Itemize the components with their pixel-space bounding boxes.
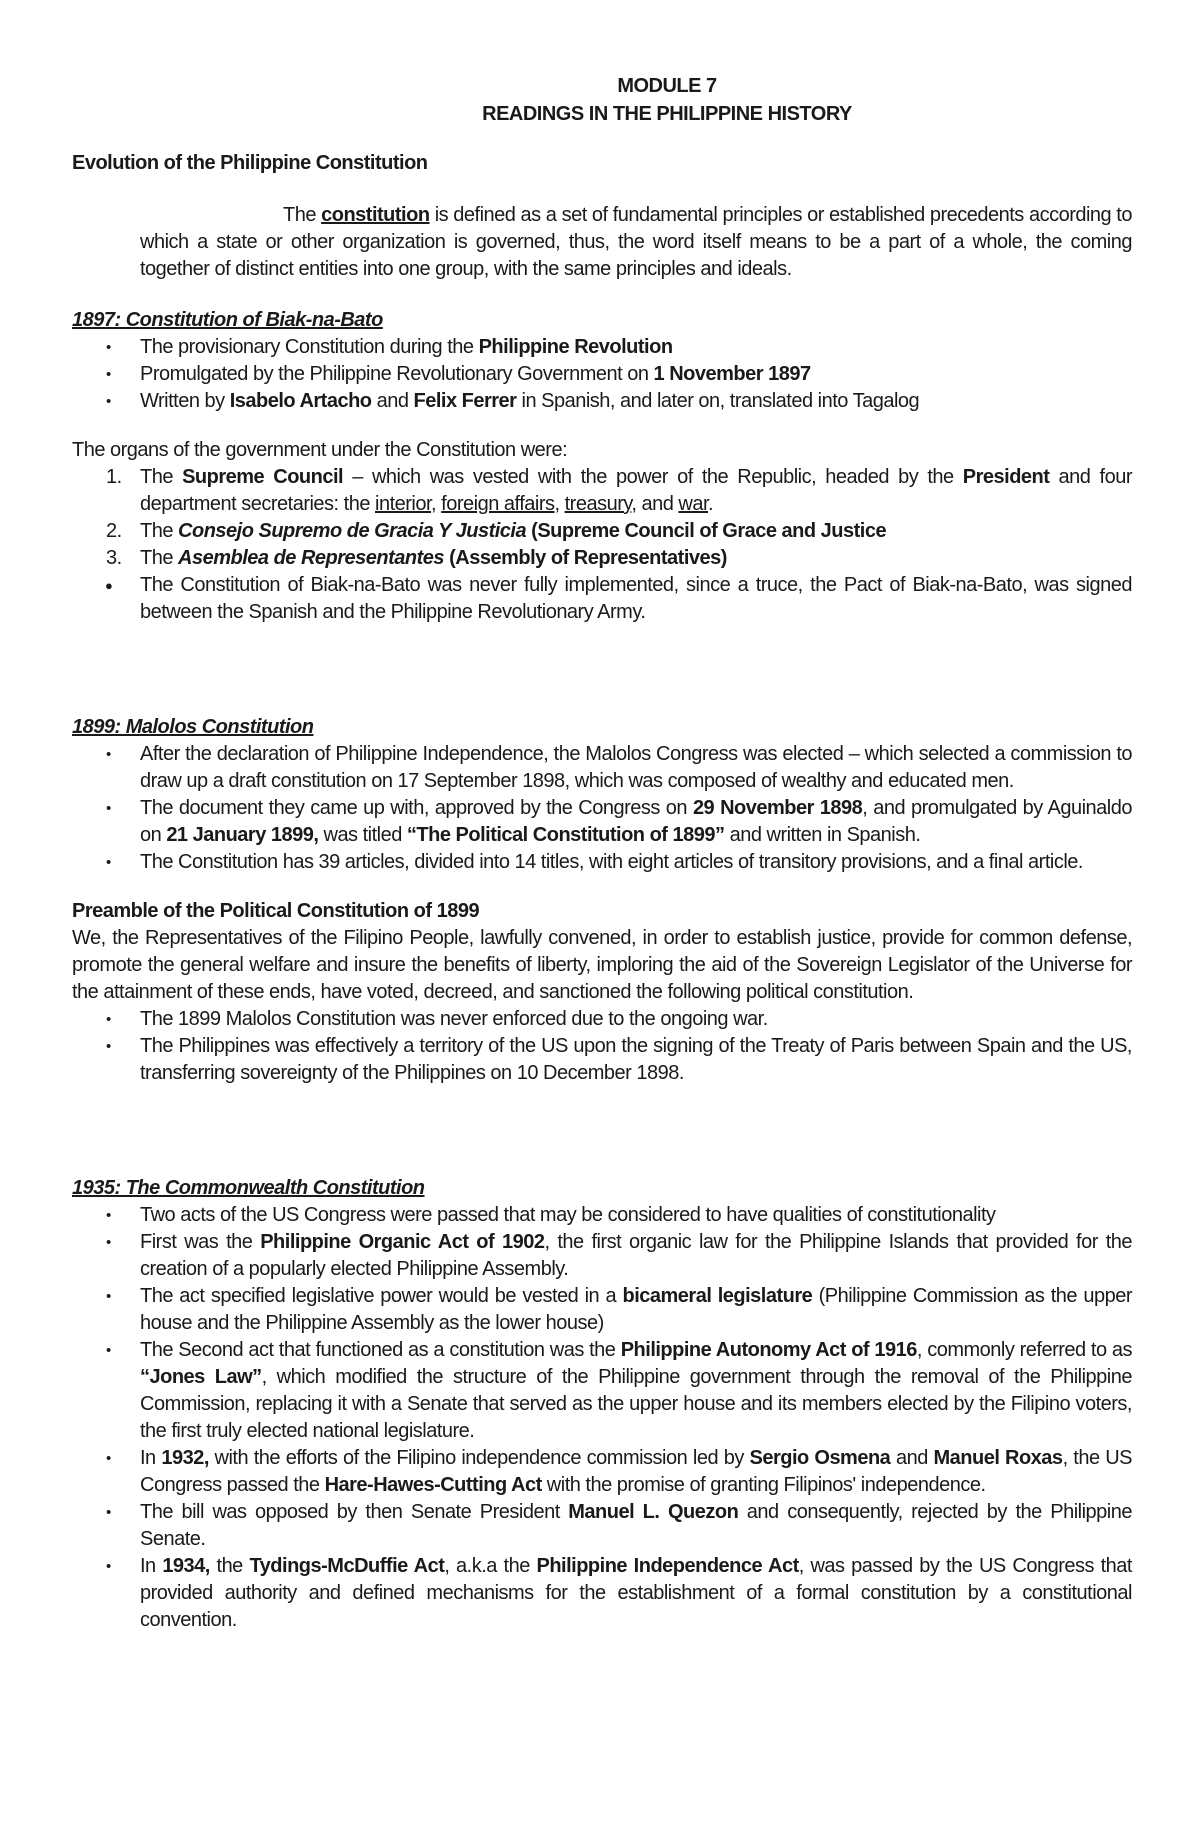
- document-page: [72, 72, 1132, 1634]
- list-item: ● The Constitution of Biak-na-Bato was never fully implemented, since a truce, the Pact of Biak-na-Bato, was signed between the Spanish and the Philippine Revolutionary Army.: [72, 572, 1132, 626]
- list-item: [72, 518, 1132, 545]
- main-heading: Evolution of the Philippine Constitution: [72, 152, 428, 174]
- module-subject: READINGS IN THE PHILIPPINE HISTORY: [482, 103, 852, 125]
- list-item: [72, 1337, 1132, 1445]
- text: The: [140, 520, 179, 542]
- bold-text: Philippine Autonomy Act of 1916: [620, 1339, 917, 1361]
- list-item: [72, 361, 1132, 388]
- list-item: • Two acts of the US Congress were passed that may be considered to have qualities of constitutionality: [72, 1202, 1132, 1229]
- bold-text: Hare-Hawes-Cutting Act: [324, 1474, 542, 1496]
- text: The Second act that functioned as a constitution was the: [140, 1339, 621, 1361]
- text: , the US Congress passed the: [140, 1447, 1132, 1496]
- note-list-1899: [72, 1006, 1132, 1087]
- text: , was passed by the US Congress that provided authority and defined mechanisms for the establishment of a formal constitution by a constitutional convention.: [140, 1555, 1132, 1631]
- note-list-1897: [72, 572, 1132, 626]
- list-item: • The Philippines was effectively a territory of the US upon the signing of the Treaty of Paris between Spain and the US, transferring sovereignty of the Philippines on 10 December 1898.: [72, 1033, 1132, 1087]
- text: in Spanish, and later on, translated into Tagalog: [516, 390, 920, 412]
- list-item: [72, 1445, 1132, 1499]
- bold-text: (Supreme Council of Grace and Justice: [526, 520, 887, 542]
- term-constitution: constitution: [321, 204, 430, 226]
- bold-text: Philippine Organic Act of 1902: [260, 1231, 545, 1253]
- text: ,: [431, 493, 442, 515]
- text: – which was vested with the power of the Republic, headed by the: [343, 466, 963, 488]
- intro-paragraph: [140, 202, 1132, 283]
- text: , the first organic law for the Philippine Islands that provided for the creation of a popularly elected Philippine Assembly.: [140, 1231, 1132, 1280]
- text: The bill was opposed by then Senate President: [140, 1501, 569, 1523]
- list-item: [72, 388, 1132, 415]
- text: and four department secretaries: the: [140, 466, 1132, 515]
- text: The act specified legislative power would be vested in a: [140, 1285, 623, 1307]
- text: the: [209, 1555, 250, 1577]
- organs-list: [72, 464, 1132, 572]
- list-item: [72, 1553, 1132, 1634]
- text: and: [890, 1447, 934, 1469]
- bold-text: 1932,: [161, 1447, 209, 1469]
- bold-text: “The Political Constitution of 1899”: [406, 824, 725, 846]
- section-heading-1935: 1935: The Commonwealth Constitution: [72, 1177, 425, 1199]
- text: Promulgated by the Philippine Revolutionary Government on: [140, 363, 654, 385]
- bold-italic-text: Asemblea de Representantes: [178, 547, 445, 569]
- list-item: [72, 1229, 1132, 1283]
- text: First was the: [140, 1231, 261, 1253]
- text: and written in Spanish.: [724, 824, 921, 846]
- bold-text: Manuel L. Quezon: [568, 1501, 739, 1523]
- bold-text: 1934,: [162, 1555, 210, 1577]
- text: with the promise of granting Filipinos' independence.: [541, 1474, 986, 1496]
- bold-text: President: [962, 466, 1050, 488]
- preamble-heading: Preamble of the Political Constitution of 1899: [72, 900, 480, 922]
- section-heading-1899: 1899: Malolos Constitution: [72, 716, 314, 738]
- list-number: 1.: [106, 466, 122, 488]
- list-item: • The Constitution has 39 articles, divided into 14 titles, with eight articles of transitory provisions, and a final article.: [72, 849, 1132, 876]
- list-item: [72, 795, 1132, 849]
- bold-text: Felix Ferrer: [413, 390, 517, 412]
- bullet-list-1897: [72, 334, 1132, 415]
- list-number: 2.: [106, 520, 122, 542]
- bold-text: bicameral legislature: [622, 1285, 813, 1307]
- text: Written by: [140, 390, 230, 412]
- text: was titled: [318, 824, 407, 846]
- text: In: [140, 1555, 163, 1577]
- bold-text: Sergio Osmena: [749, 1447, 891, 1469]
- text: and: [371, 390, 414, 412]
- underlined-text: treasury: [564, 493, 632, 515]
- bold-text: “Jones Law”: [140, 1366, 262, 1388]
- list-item: [72, 1283, 1132, 1337]
- organs-intro: The organs of the government under the Constitution were:: [72, 439, 568, 461]
- text: is defined as a set of fundamental principles or established precedents according to which a state or other organization is governed, thus, the word itself means to be a part of a whole, the coming together of distinct entities into one group, with the same principles and ideals.: [140, 204, 1132, 280]
- list-item: [72, 334, 1132, 361]
- text: (Philippine Commission as the upper house and the Philippine Assembly as the lower house): [140, 1285, 1132, 1334]
- list-item: [72, 1499, 1132, 1553]
- text: The: [140, 547, 179, 569]
- text: , and: [631, 493, 679, 515]
- list-item: [72, 545, 1132, 572]
- text: The provisionary Constitution during the: [140, 336, 479, 358]
- text: , commonly referred to as: [916, 1339, 1133, 1361]
- list-item: • The 1899 Malolos Constitution was never enforced due to the ongoing war.: [72, 1006, 1132, 1033]
- section-heading-1897: 1897: Constitution of Biak-na-Bato: [72, 309, 383, 331]
- text: with the efforts of the Filipino independence commission led by: [208, 1447, 750, 1469]
- underlined-text: foreign affairs: [441, 493, 555, 515]
- bullet-list-1935: [72, 1202, 1132, 1634]
- bold-text: 29 November 1898: [692, 797, 863, 819]
- bold-text: Philippine Revolution: [478, 336, 673, 358]
- bold-text: Philippine Independence Act: [536, 1555, 799, 1577]
- underlined-text: interior: [375, 493, 432, 515]
- text: In: [140, 1447, 162, 1469]
- text: ,: [554, 493, 565, 515]
- bold-text: Tydings-McDuffie Act: [249, 1555, 445, 1577]
- preamble-text: We, the Representatives of the Filipino People, lawfully convened, in order to establish justice, provide for common defense, promote the general welfare and insure the benefits of liberty, imploring the aid of the Sovereign Legislator of the Universe for the attainment of these ends, have voted, decreed, and sanctioned the following political constitution.: [72, 927, 1132, 1003]
- bold-text: 1 November 1897: [653, 363, 811, 385]
- text: , which modified the structure of the Philippine government through the removal of the Philippine Commission, replacing it with a Senate that served as the upper house and its members elected by the Filipino voters, the first truly elected national legislature.: [140, 1366, 1132, 1442]
- list-item: • After the declaration of Philippine Independence, the Malolos Congress was elected – which selected a commission to draw up a draft constitution on 17 September 1898, which was composed of wealthy and educated men.: [72, 741, 1132, 795]
- module-number: MODULE 7: [617, 75, 717, 97]
- bold-text: Manuel Roxas: [933, 1447, 1063, 1469]
- list-item: [72, 464, 1132, 518]
- bold-italic-text: Consejo Supremo de Gracia Y Justicia: [178, 520, 527, 542]
- bold-text: Supreme Council: [182, 466, 344, 488]
- list-number: 3.: [106, 547, 122, 569]
- bold-text: 21 January 1899,: [166, 824, 319, 846]
- underlined-text: war: [678, 493, 709, 515]
- bold-text: Isabelo Artacho: [229, 390, 372, 412]
- text: The: [283, 204, 322, 226]
- text: The document they came up with, approved by the Congress on: [140, 797, 693, 819]
- text: and consequently, rejected by the Philippine Senate.: [140, 1501, 1132, 1550]
- bullet-list-1899: [72, 741, 1132, 876]
- text: , a.k.a the: [444, 1555, 537, 1577]
- text: .: [708, 493, 714, 515]
- text: , and promulgated by Aguinaldo on: [140, 797, 1132, 846]
- bold-text: (Assembly of Representatives): [444, 547, 727, 569]
- text: The: [140, 466, 183, 488]
